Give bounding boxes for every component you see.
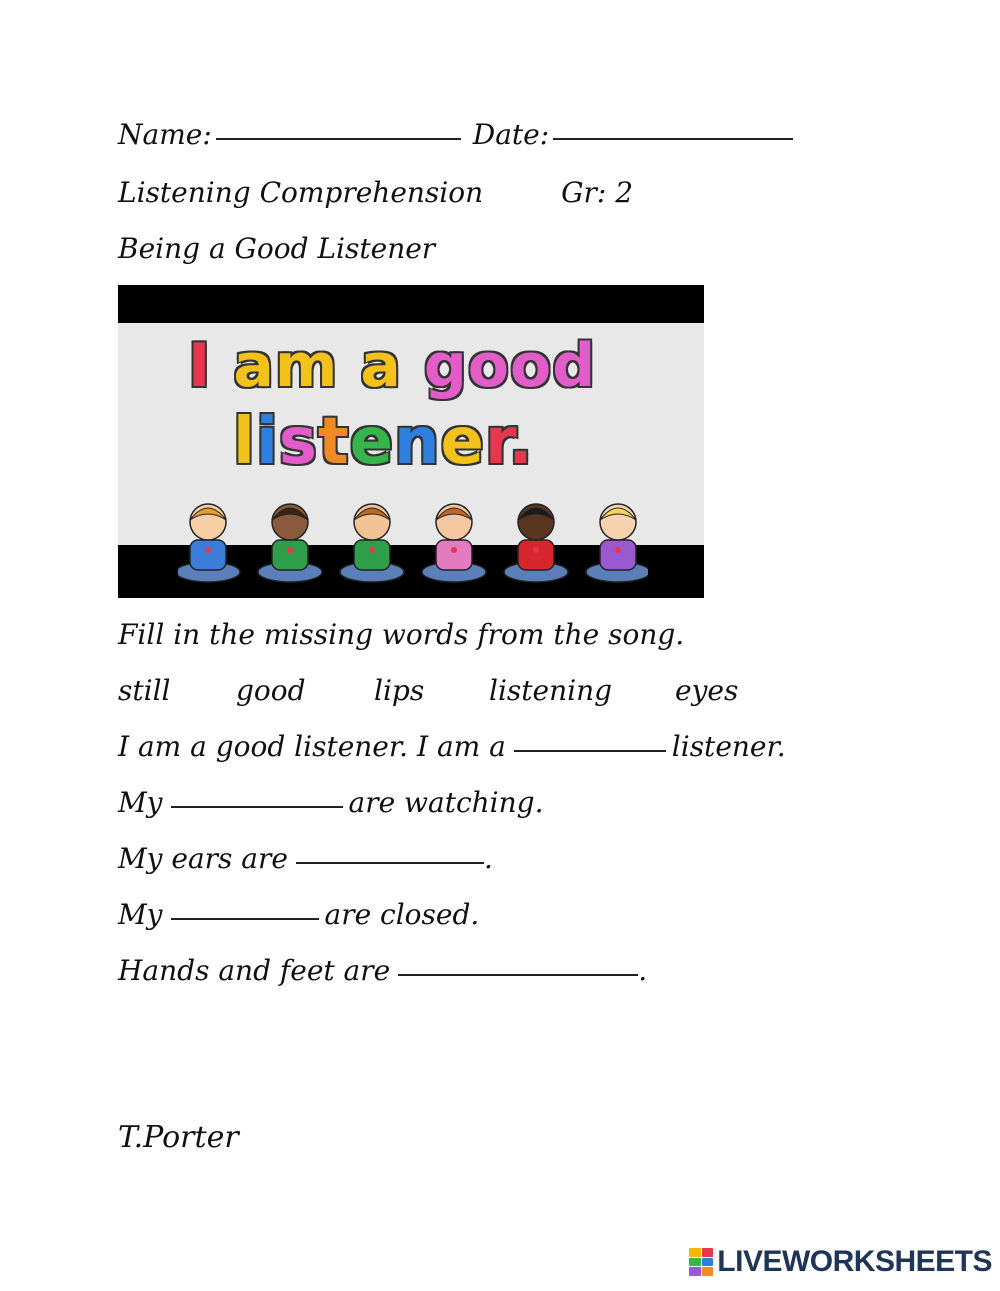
banner-letter: i: [255, 405, 279, 479]
banner-letter: n: [393, 405, 441, 479]
good-listener-banner: [118, 285, 704, 598]
sentence-5-end: .: [638, 954, 648, 987]
word-bank: [118, 674, 738, 708]
logo-block: [702, 1248, 714, 1257]
name-date-line: [118, 118, 799, 152]
grade-label: Gr: 2: [561, 176, 634, 209]
logo-block: [702, 1267, 714, 1276]
banner-letter: r: [484, 405, 509, 479]
sentence-3-end: .: [483, 842, 493, 875]
banner-letter: l: [233, 405, 256, 479]
kid-figure: [422, 504, 486, 582]
name-blank[interactable]: [216, 138, 461, 140]
word-bank-item: still: [118, 674, 171, 707]
date-label: Date:: [472, 118, 550, 151]
sentence-2-blank[interactable]: [171, 806, 343, 808]
kid-figure: [340, 504, 404, 582]
banner-word: am: [233, 331, 339, 401]
liveworksheets-logo[interactable]: [689, 1245, 992, 1279]
logo-blocks-icon: [689, 1248, 713, 1276]
sentence-3-blank[interactable]: [296, 862, 484, 864]
banner-letter: e: [349, 405, 394, 479]
sentence-4-blank[interactable]: [171, 918, 319, 920]
word-bank-item: lips: [374, 674, 425, 707]
word-bank-item: listening: [489, 674, 613, 707]
word-bank-item: eyes: [675, 674, 739, 707]
sentence-2-end: are watching.: [348, 786, 544, 819]
sentence-1: [118, 730, 786, 764]
banner-letter: s: [278, 405, 318, 479]
sentence-4-start: My: [118, 898, 163, 931]
sentence-5-blank[interactable]: [398, 974, 638, 976]
subject-line: [118, 176, 633, 210]
banner-line-1: [188, 331, 618, 401]
sentence-2: [118, 786, 544, 820]
sentence-5-start: Hands and feet are: [118, 954, 391, 987]
sentence-1-start: I am a good listener. I am a: [118, 730, 506, 763]
sentence-3-start: My ears are: [118, 842, 288, 875]
sentence-1-end: listener.: [671, 730, 786, 763]
kid-figure: [504, 504, 568, 582]
logo-block: [702, 1258, 714, 1267]
banner-line-2: [233, 405, 534, 479]
logo-block: [689, 1248, 701, 1257]
topic-title: Being a Good Listener: [118, 232, 436, 265]
banner-letter: .: [508, 405, 534, 479]
kid-figure: [258, 504, 322, 582]
banner-word: I: [188, 331, 212, 401]
sentence-1-blank[interactable]: [514, 750, 666, 752]
banner-letter: t: [317, 405, 350, 479]
name-label: Name:: [118, 118, 212, 151]
logo-block: [689, 1267, 701, 1276]
logo-text: LIVEWORKSHEETS: [717, 1245, 992, 1278]
date-blank[interactable]: [553, 138, 793, 140]
subject-title: Listening Comprehension: [118, 176, 484, 209]
sentence-4: [118, 898, 479, 932]
sentence-3: [118, 842, 493, 876]
banner-panel: [118, 323, 704, 545]
kid-figure: [586, 504, 648, 582]
kid-figure: [178, 504, 240, 582]
author-signature: T.Porter: [118, 1120, 239, 1155]
sentence-5: [118, 954, 647, 988]
instructions: Fill in the missing words from the song.: [118, 618, 685, 651]
sentence-4-end: are closed.: [324, 898, 480, 931]
kids-illustration: [178, 498, 648, 588]
banner-word: good: [423, 331, 597, 401]
logo-block: [689, 1258, 701, 1267]
banner-word: a: [360, 331, 402, 401]
sentence-2-start: My: [118, 786, 163, 819]
word-bank-item: good: [236, 674, 306, 707]
banner-letter: e: [440, 405, 485, 479]
